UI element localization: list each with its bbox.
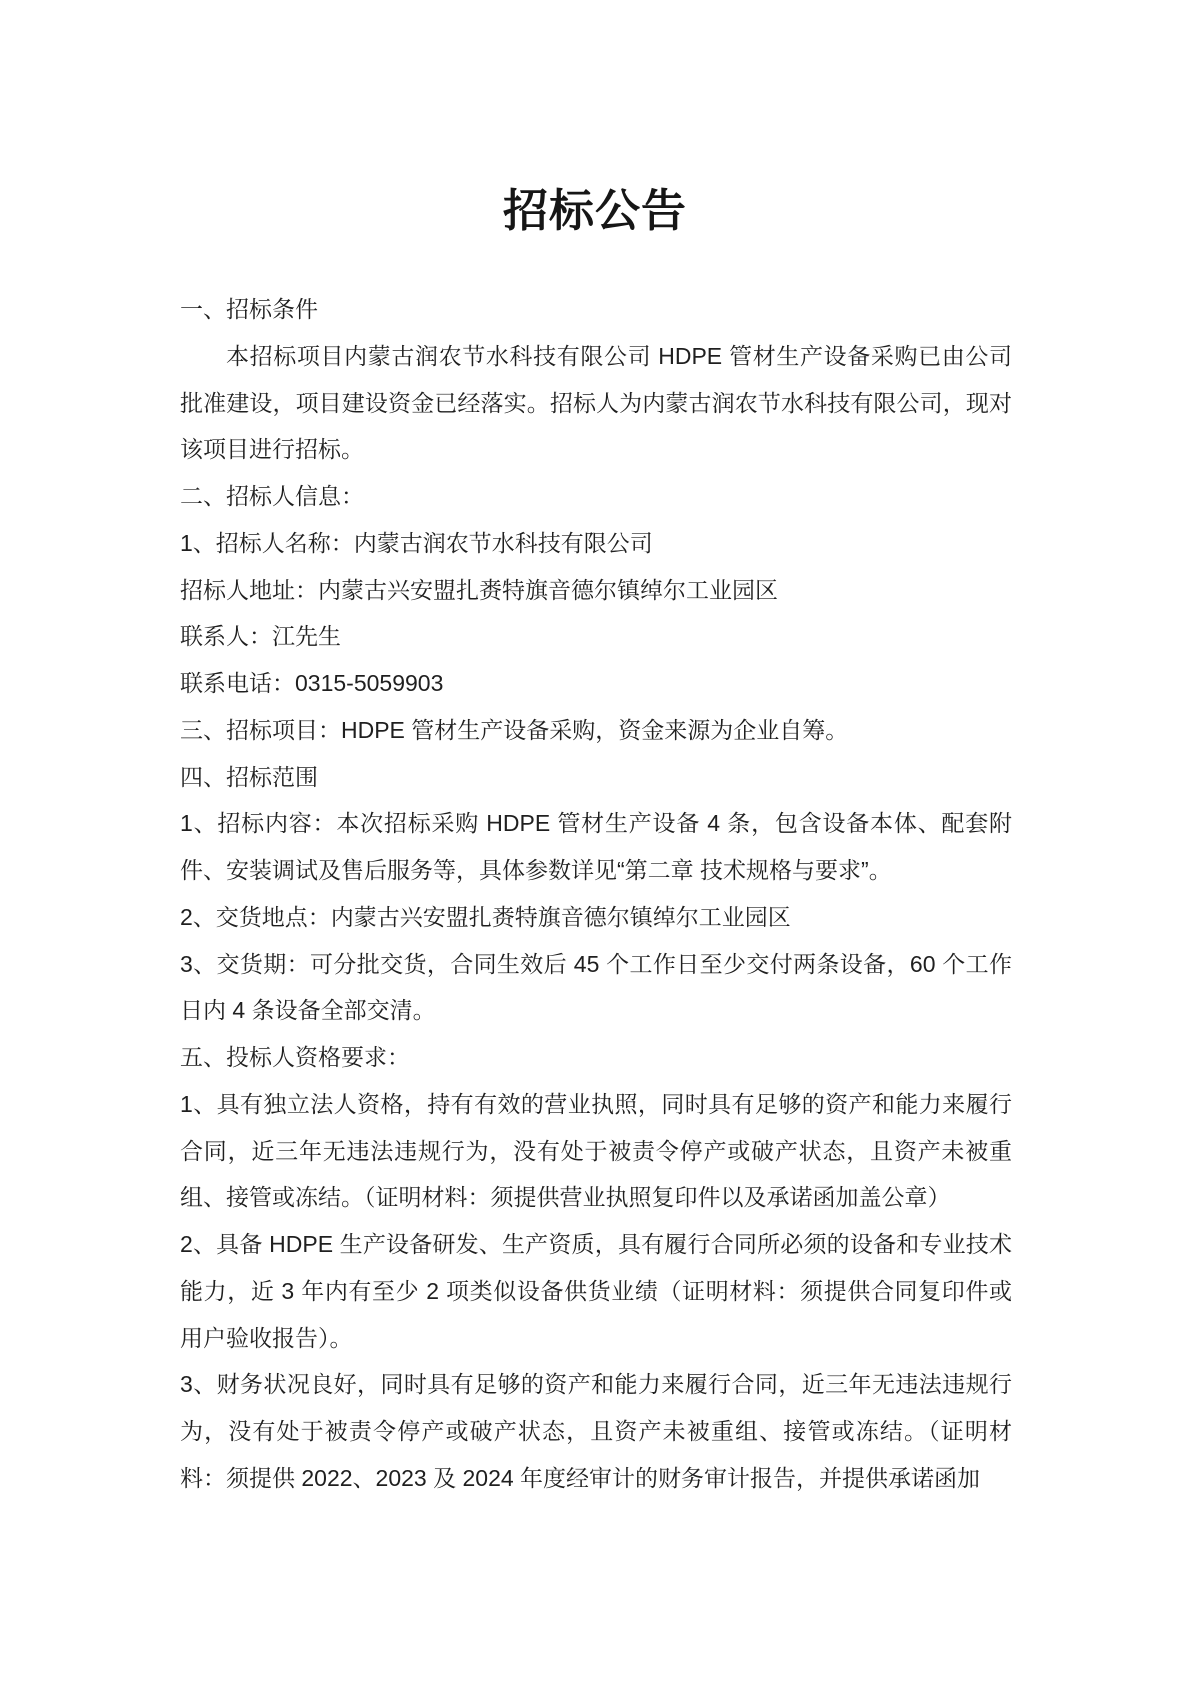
- para-contact-phone: 联系电话：0315-5059903: [180, 670, 444, 696]
- heading-tender-project: 三、招标项目：HDPE 管材生产设备采购，资金来源为企业自筹。: [180, 716, 849, 743]
- heading-tender-scope: 四、招标范围: [180, 763, 318, 790]
- para-tenderee-name: 1、招标人名称：内蒙古润农节水科技有限公司: [180, 529, 653, 556]
- document-title: 招标公告: [502, 185, 687, 236]
- para-tender-content: 1、招标内容：本次招标采购 HDPE 管材生产设备 4 条，包含设备本体、配套附件、安装调试及售后服务等，具体参数详见“第二章 技术规格与要求”。: [180, 810, 1012, 883]
- para-qualification-3: 3、财务状况良好，同时具有足够的资产和能力来履行合同，近三年无违法违规行为，没有处于被责令停产或破产状态，且资产未被重组、接管或冻结。（证明材料：须提供 2022、2023 及 2024 年度经审计的财务审计报告，并提供承诺函加: [180, 1371, 1012, 1491]
- para-tenderee-address: 招标人地址：内蒙古兴安盟扎赉特旗音德尔镇绰尔工业园区: [180, 576, 778, 603]
- para-qualification-1: 1、具有独立法人资格，持有有效的营业执照，同时具有足够的资产和能力来履行合同，近三年无违法违规行为，没有处于被责令停产或破产状态，且资产未被重组、接管或冻结。（证明材料：须提供营业执照复印件以及承诺函加盖公章）: [180, 1090, 1012, 1211]
- para-delivery-place: 2、交货地点：内蒙古兴安盟扎赉特旗音德尔镇绰尔工业园区: [180, 903, 791, 930]
- para-contact-person: 联系人：江先生: [180, 623, 341, 650]
- heading-tenderee-info: 二、招标人信息：: [180, 483, 364, 509]
- document-body: [180, 286, 1012, 1502]
- para-qualification-2: 2、具备 HDPE 生产设备研发、生产资质，具有履行合同所必须的设备和专业技术能力，近 3 年内有至少 2 项类似设备供货业绩（证明材料：须提供合同复印件或用户验收报告）。: [180, 1231, 1012, 1351]
- para-delivery-period: 3、交货期：可分批交货，合同生效后 45 个工作日至少交付两条设备，60 个工作日内 4 条设备全部交清。: [180, 950, 1012, 1024]
- heading-tender-conditions: 一、招标条件: [180, 296, 318, 322]
- heading-bidder-qualifications: 五、投标人资格要求：: [180, 1044, 410, 1070]
- para-tender-conditions-body: 本招标项目内蒙古润农节水科技有限公司 HDPE 管材生产设备采购已由公司批准建设，项目建设资金已经落实。招标人为内蒙古润农节水科技有限公司，现对该项目进行招标。: [180, 342, 1012, 463]
